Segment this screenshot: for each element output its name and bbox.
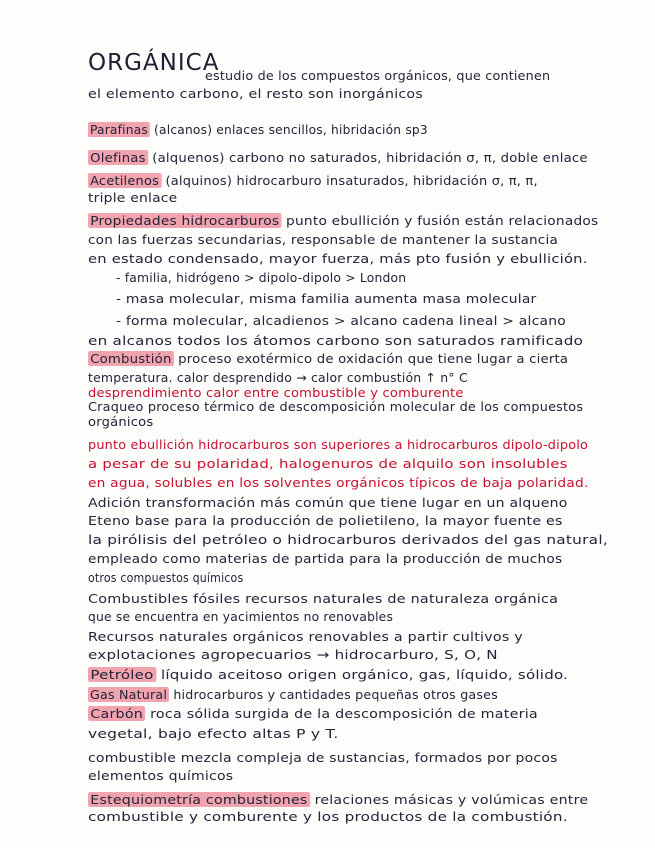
note-text: el elemento carbono, el resto son inorgánicos (88, 86, 423, 101)
note-text: la pirólisis del petróleo o hidrocarburos derivados del gas natural, (88, 532, 608, 547)
highlighted-term: Acetilenos (88, 173, 161, 188)
note-line (88, 792, 588, 807)
note-text: orgánicos (88, 414, 154, 429)
note-line (88, 456, 568, 471)
note-line (88, 629, 523, 644)
note-text: - forma molecular, alcadienos > alcano cadena lineal > alcano (116, 313, 566, 328)
note-line (88, 213, 598, 228)
note-text: punto ebullición hidrocarburos son superiores a hidrocarburos dipolo-dipolo (88, 437, 589, 452)
note-text: en estado condensado, mayor fuerza, más pto fusión y ebullición. (88, 251, 588, 266)
highlighted-term: Estequiometría combustiones (88, 792, 310, 807)
note-line (88, 687, 498, 702)
note-text: roca sólida surgida de la descomposición de materia (150, 706, 538, 721)
note-text: (alquinos) hidrocarburo insaturados, hibridación σ, π, π, (165, 173, 538, 188)
note-line (88, 591, 558, 606)
note-line (116, 313, 566, 328)
note-line (88, 475, 589, 490)
note-text: explotaciones agropecuarios → hidrocarburo, S, O, N (88, 647, 498, 662)
note-line (88, 532, 608, 547)
note-text: (alcanos) enlaces sencillos, hibridación sp3 (154, 122, 428, 137)
note-line (116, 291, 536, 306)
note-line (88, 414, 153, 429)
note-text: con las fuerzas secundarias, responsable de mantener la sustancia (88, 232, 559, 247)
note-line (88, 726, 339, 741)
note-line (88, 251, 588, 266)
note-line (88, 495, 568, 510)
note-line (88, 513, 563, 528)
note-line (88, 609, 393, 624)
note-text: vegetal, bajo efecto altas P y T. (88, 726, 339, 741)
note-text: Combustibles fósiles recursos naturales de naturaleza orgánica (88, 591, 559, 606)
note-text: (alquenos) carbono no saturados, hibridación σ, π, doble enlace (152, 150, 588, 165)
highlighted-term: Olefinas (88, 150, 148, 165)
note-text: combustible y comburente y los productos de la combustión. (88, 809, 568, 824)
note-line (88, 385, 464, 400)
highlighted-term: Petróleo (88, 667, 156, 682)
note-line (116, 270, 406, 285)
note-line (205, 68, 550, 83)
highlighted-term: Propiedades hidrocarburos (88, 213, 281, 228)
note-text: relaciones másicas y volúmicas entre (314, 792, 589, 807)
note-text: estudio de los compuestos orgánicos, que contienen (205, 68, 551, 83)
note-line (88, 190, 177, 205)
note-text: que se encuentra en yacimientos no renovables (88, 609, 394, 624)
note-line (88, 173, 538, 188)
note-text: Recursos naturales orgánicos renovables a partir cultivos y (88, 629, 523, 644)
note-text: - familia, hidrógeno > dipolo-dipolo > London (116, 270, 407, 285)
note-text: combustible mezcla compleja de sustancias, formados por pocos (88, 750, 558, 765)
note-line (88, 809, 568, 824)
note-line (88, 370, 468, 385)
highlighted-term: Parafinas (89, 122, 148, 137)
note-line (88, 706, 538, 721)
note-text: desprendimiento calor entre combustible y comburente (88, 385, 464, 400)
note-text: otros compuestos químicos (88, 570, 244, 585)
highlighted-term: Combustión (88, 351, 174, 366)
note-text: proceso exotérmico de oxidación que tiene lugar a cierta (178, 351, 569, 366)
note-line (88, 768, 233, 783)
note-text: elementos químicos (88, 768, 234, 783)
note-line (88, 750, 558, 765)
note-text: punto ebullición y fusión están relacionados (286, 213, 599, 228)
highlighted-term: Carbón (88, 706, 145, 721)
note-line (88, 122, 428, 137)
note-text: a pesar de su polaridad, halogenuros de alquilo son insolubles (88, 456, 568, 471)
note-line (88, 351, 568, 366)
note-line (88, 232, 558, 247)
note-line (88, 399, 583, 414)
page-title: ORGÁNICA (88, 50, 220, 76)
note-text: - masa molecular, misma familia aumenta masa molecular (116, 291, 537, 306)
highlighted-term: Gas Natural (88, 687, 169, 702)
note-text: en agua, solubles en los solventes orgánicos típicos de baja polaridad. (88, 475, 589, 490)
note-line (88, 570, 243, 585)
note-line (88, 333, 583, 348)
note-line (88, 551, 562, 566)
note-text: Eteno base para la producción de polietileno, la mayor fuente es (88, 513, 563, 528)
note-text: temperatura. calor desprendido → calor combustión ↑ n° C (88, 370, 468, 385)
note-line (88, 667, 568, 682)
note-line (88, 437, 588, 452)
note-line (88, 647, 498, 662)
note-text: líquido aceitoso origen orgánico, gas, líquido, sólido. (160, 667, 569, 682)
note-text: Adición transformación más común que tiene lugar en un alqueno (88, 495, 568, 510)
note-text: empleado como materias de partida para la producción de muchos (88, 551, 563, 566)
note-line (88, 86, 423, 101)
note-text: hidrocarburos y cantidades pequeñas otros gases (173, 687, 498, 702)
note-line (88, 150, 588, 165)
note-text: Craqueo proceso térmico de descomposición molecular de los compuestos (88, 399, 584, 414)
note-text: en alcanos todos los átomos carbono son saturados ramificado (88, 333, 584, 348)
note-text: triple enlace (88, 190, 178, 205)
